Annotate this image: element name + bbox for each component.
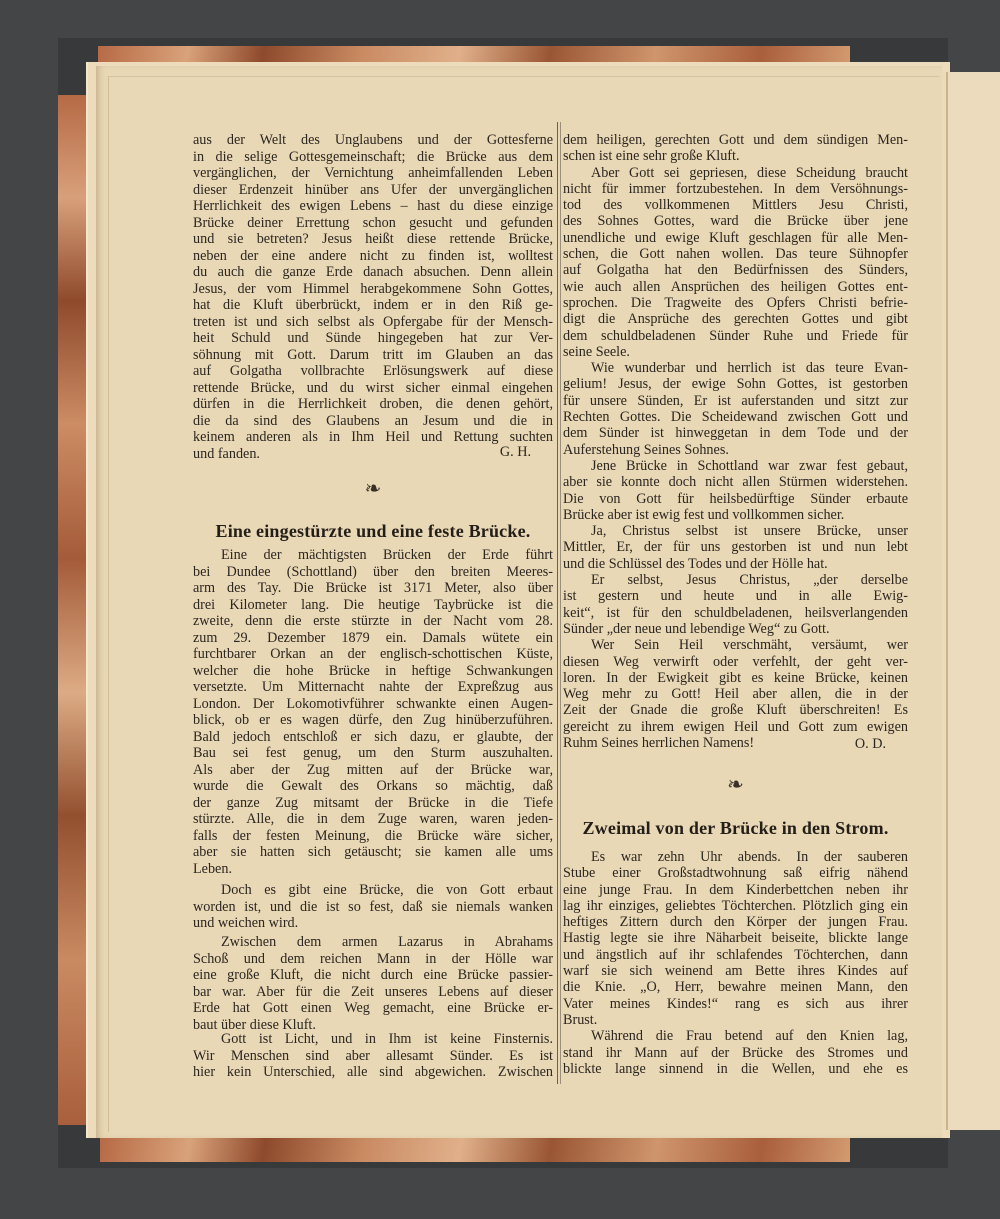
- text-line: schen, die Gott nahen wollen. Das teure Sühnopfer: [563, 246, 908, 263]
- ornament-icon: ❧: [727, 774, 744, 796]
- text-line: Wer Sein Heil verschmäht, versäumt, wer: [591, 637, 908, 654]
- text-line: loren. In der Ewigkeit gibt es keine Brücke, keinen: [563, 669, 908, 686]
- text-line: du auch die ganze Erde danach absuchen. Denn allein: [193, 264, 553, 280]
- paragraph: [563, 849, 908, 1028]
- text-line: Herrlichkeit des ewigen Lebens – hast du diese einzige: [193, 198, 553, 214]
- text-line: dem heiligen, gerechten Gott und dem sündigen Men-: [563, 132, 908, 148]
- paragraph: [193, 1031, 553, 1081]
- column-divider: [557, 122, 558, 1084]
- text-line: in die selige Gottesgemeinschaft; die Brücke aus dem: [193, 148, 553, 165]
- text-line: welcher die hohe Brücke in heftige Schwankungen: [193, 662, 553, 679]
- text-line: dürfen in die Herrlichkeit droben, die denen gehört,: [193, 396, 553, 412]
- text-line: heit Schuld und Sünde hingegeben hat zur Ver-: [193, 330, 553, 346]
- text-line: und fanden.: [193, 445, 260, 462]
- text-line: unendliche und ewige Kluft geschlagen für alle Men-: [563, 229, 908, 246]
- paragraph: [193, 882, 553, 932]
- text-line: eine große Kluft, die nicht durch eine Brücke passier-: [193, 967, 553, 983]
- text-line: Mittler, Er, der für uns gestorben ist und nun lebt: [563, 539, 908, 556]
- text-line: stürzte. Alle, die in dem Zuge waren, waren jeden-: [193, 811, 553, 827]
- text-line: Auferstehung Seines Sohnes.: [563, 441, 729, 458]
- paragraph: [563, 572, 908, 637]
- text-line: für unsere Sünden, Er ist auferstanden und sitzt zur: [563, 392, 908, 409]
- text-line: London. Der Lokomotivführer schwankte einen Augen-: [193, 695, 553, 712]
- text-line: baut über diese Kluft.: [193, 1016, 316, 1033]
- text-line: Weg mehr zu Gott! Heil aber allen, die in der: [563, 686, 908, 703]
- text-line: Erde hat Gott einen Weg gemacht, eine Brücke er-: [193, 1000, 553, 1016]
- paragraph: [563, 458, 908, 523]
- text-line: aber sie konnte doch nicht allen Stürmen widerstehen.: [563, 474, 908, 491]
- paragraph: [193, 934, 553, 1033]
- column-divider-inner: [560, 122, 561, 1084]
- text-line: Schoß und dem reichen Mann in der Hölle war: [193, 950, 553, 967]
- text-line: die Knie. „O, Herr, bewahre meinen Mann, den: [563, 979, 908, 996]
- text-line: ist gestern und heute und in alle Ewig-: [563, 588, 908, 605]
- right-column: [563, 0, 908, 1219]
- text-line: Brücke deiner Errettung schon gesucht und gefunden: [193, 214, 553, 231]
- text-line: Aber Gott sei gepriesen, diese Scheidung braucht: [591, 164, 908, 181]
- article-title: Eine eingestürzte und eine feste Brücke.: [215, 521, 531, 541]
- text-line: bar war. Aber für die Zeit unseres Lebens auf dieser: [193, 983, 553, 1000]
- text-line: Jesus, der vom Himmel herabgekommene Sohn Gottes,: [193, 280, 553, 297]
- text-line: keit“, ist für den schuldbeladenen, heilsverlangenden: [563, 604, 908, 621]
- paragraph: [563, 165, 908, 361]
- text-line: arm des Tay. Die Brücke ist 3171 Meter, also über: [193, 580, 553, 596]
- text-line: versetzte. Um Mitternacht nahte der Expreßzug aus: [193, 679, 553, 695]
- text-line: diesen Weg verwirft oder verfehlt, der geht ver-: [563, 653, 908, 670]
- text-line: Er selbst, Jesus Christus, „der derselbe: [591, 572, 908, 589]
- text-line: zweite, denn die erste stürzte in der Nacht vom 28.: [193, 613, 553, 629]
- paragraph: [193, 882, 553, 932]
- text-line: Eine der mächtigsten Brücken der Erde führt: [221, 547, 553, 563]
- paragraph: [563, 637, 908, 751]
- text-line: Jene Brücke in Schottland war zwar fest gebaut,: [591, 457, 908, 474]
- text-line: Leben.: [193, 860, 232, 877]
- author-signature: O. D.: [854, 735, 886, 752]
- left-column: [193, 0, 553, 1219]
- text-line: des Sohnes Gottes, ward die Brücke über jene: [563, 213, 908, 230]
- text-line: Brust.: [563, 1011, 598, 1028]
- text-line: Als aber der Zug mitten auf der Brücke war,: [193, 761, 553, 778]
- text-line: seine Seele.: [563, 343, 630, 360]
- text-line: auf Golgatha hat den Bedürfnissen des Sünders,: [563, 262, 908, 279]
- text-line: wurde die Gewalt des Orkans so mächtig, daß: [193, 778, 553, 794]
- paragraph: [193, 934, 553, 1033]
- text-line: Rechten Gottes. Die Scheidewand zwischen Gott und: [563, 409, 908, 426]
- paragraph-group: [563, 132, 908, 751]
- text-line: Hastig legte sie ihre Näharbeit beiseite, blickte lange: [563, 930, 908, 947]
- text-line: treten ist und sich selbst als Opfergabe für der Mensch-: [193, 313, 553, 330]
- marbled-edge-left: [58, 95, 88, 1125]
- text-line: tod des vollkommenen Mittlers Jesu Christi,: [563, 197, 908, 214]
- paragraph: [193, 1031, 553, 1081]
- text-line: Doch es gibt eine Brücke, die von Gott erbaut: [221, 882, 553, 898]
- text-line: Während die Frau betend auf den Knien lag,: [591, 1028, 908, 1045]
- paragraph: [563, 360, 908, 458]
- text-line: Zwischen dem armen Lazarus in Abrahams: [221, 934, 553, 950]
- paragraph: [193, 547, 553, 877]
- text-line: dieser Erdenzeit hinüber ans Ufer der unvergänglichen: [193, 181, 553, 198]
- text-line: falls der festen Meinung, die Brücke wäre sicher,: [193, 827, 553, 844]
- text-line: heftiges Zittern durch den Körper der jungen Frau.: [563, 914, 908, 931]
- text-line: warf sie sich weinend am Bette ihres Kindes auf: [563, 963, 908, 980]
- text-line: hier kein Unterschied, alle sind abgewichen. Zwischen: [193, 1064, 553, 1080]
- text-line: und weichen wird.: [193, 915, 299, 931]
- text-line: Bald jedoch entschloß er sich dazu, er glaubte, der: [193, 728, 553, 745]
- paragraph: [193, 547, 553, 877]
- text-line: dem schuldbeladenen Sünder Ruhe und Friede für: [563, 327, 908, 344]
- text-line: Ja, Christus selbst ist unsere Brücke, unser: [591, 523, 908, 540]
- text-line: Zeit der Gnade die große Kluft überschreiten! Es: [563, 702, 908, 719]
- paragraph: [193, 132, 553, 462]
- text-line: aber sie hatten sich getäuscht; sie kamen alle ums: [193, 844, 553, 860]
- author-signature: G. H.: [499, 443, 531, 460]
- text-line: Brücke aber ist ewig fest und vollkommen sicher.: [563, 506, 845, 523]
- text-line: aus der Welt des Unglaubens und der Gottesferne: [193, 132, 553, 148]
- paragraph: [563, 1028, 908, 1077]
- text-line: keinem anderen als in Ihm Heil und Rettung suchten: [193, 429, 553, 445]
- text-line: auf Golgatha vollbrachte Erlösungswerk auf diese: [193, 363, 553, 379]
- text-line: und ängstlich auf ihr schlafendes Töchterchen, dann: [563, 946, 908, 963]
- text-line: die da sind des Glaubens an Jesum und die in: [193, 412, 553, 429]
- text-line: Wie wunderbar und herrlich ist das teure Evan-: [591, 360, 908, 377]
- text-line: lag ihr einziges, geliebtes Töchterchen. Plötzlich ging ein: [563, 897, 908, 914]
- text-line: stand ihr Mann auf der Brücke des Stromes und: [563, 1044, 908, 1061]
- text-line: worden ist, und die ist so fest, daß sie niemals wanken: [193, 898, 553, 915]
- next-page-edge: [946, 72, 1000, 1130]
- text-line: blick, ob er es wagen dürfe, den Zug hinüberzuführen.: [193, 712, 553, 728]
- paragraph-group: [563, 849, 908, 1077]
- text-line: drei Kilometer lang. Die heutige Taybrücke ist die: [193, 596, 553, 613]
- paragraph: [193, 132, 553, 462]
- text-line: wie auch allen Ansprüchen des heiligen Gottes ent-: [563, 278, 908, 295]
- text-line: digt die Ansprüche des gerechten Gottes und gibt: [563, 311, 908, 328]
- text-line: Wir Menschen sind aber allesamt Sünder. Es ist: [193, 1047, 553, 1064]
- text-line: sprochen. Die Tragweite des Opfers Christi befrie-: [563, 294, 908, 311]
- text-line: eine junge Frau. In dem Kinderbettchen neben ihr: [563, 881, 908, 898]
- text-line: gelium! Jesus, der ewige Sohn Gottes, ist gestorben: [563, 376, 908, 393]
- text-line: Vater meines Kindes!“ rang es sich aus ihrer: [563, 995, 908, 1012]
- text-line: Sünder „der neue und lebendige Weg“ zu Gott.: [563, 620, 830, 637]
- text-line: der ganze Zug mitsamt der Brücke in die Tiefe: [193, 794, 553, 811]
- ornament-icon: ❧: [364, 478, 382, 500]
- text-line: zum 29. Dezember 1879 ein. Damals wütete ein: [193, 629, 553, 646]
- paragraph: [563, 523, 908, 572]
- article-title: Zweimal von der Brücke in den Strom.: [582, 818, 889, 838]
- text-line: und sie betreten? Jesus heißt diese rettende Brücke,: [193, 231, 553, 247]
- text-line: Es war zehn Uhr abends. In der sauberen: [591, 849, 908, 865]
- text-line: Bau sei fest genug, um den Sturm auszuhalten.: [193, 745, 553, 761]
- text-line: rettende Brücke, und du wirst sicher einmal eingehen: [193, 379, 553, 396]
- text-line: dem Sünder ist hinweggetan in dem Tode und der: [563, 425, 908, 442]
- text-line: Stube einer Großstadtwohnung saß eifrig nähend: [563, 865, 908, 882]
- text-line: nicht für immer fortzubestehen. In dem Versöhnungs-: [563, 180, 908, 197]
- text-line: Ruhm Seines herrlichen Namens!: [563, 734, 755, 751]
- text-line: hat die Kluft überbrückt, indem er in den Riß ge-: [193, 297, 553, 313]
- text-line: söhnung mit Gott. Darum tritt im Glauben an das: [193, 346, 553, 363]
- text-line: und die Schlüssel des Todes und der Hölle hat.: [563, 555, 828, 572]
- text-line: gereicht zu ihrem ewigen Heil und Gott zum ewigen: [563, 718, 908, 735]
- text-line: bei Dundee (Schottland) über den breiten Meeres-: [193, 563, 553, 580]
- text-line: vergänglichen, der Vernichtung anheimfallenden Leben: [193, 165, 553, 181]
- text-line: Gott ist Licht, und in Ihm ist keine Finsternis.: [221, 1031, 553, 1047]
- paragraph: [563, 132, 908, 165]
- text-line: neben der eine andere nicht zu finden ist, wolltest: [193, 247, 553, 264]
- text-line: schen ist eine sehr große Kluft.: [563, 148, 740, 165]
- text-line: Die von Gott für heilsbedürftige Sünder erbaute: [563, 490, 908, 507]
- text-line: furchtbarer Orkan an der englisch-schottischen Küste,: [193, 646, 553, 662]
- text-line: blickte lange sinnend in die Wellen, und ehe es: [563, 1060, 908, 1077]
